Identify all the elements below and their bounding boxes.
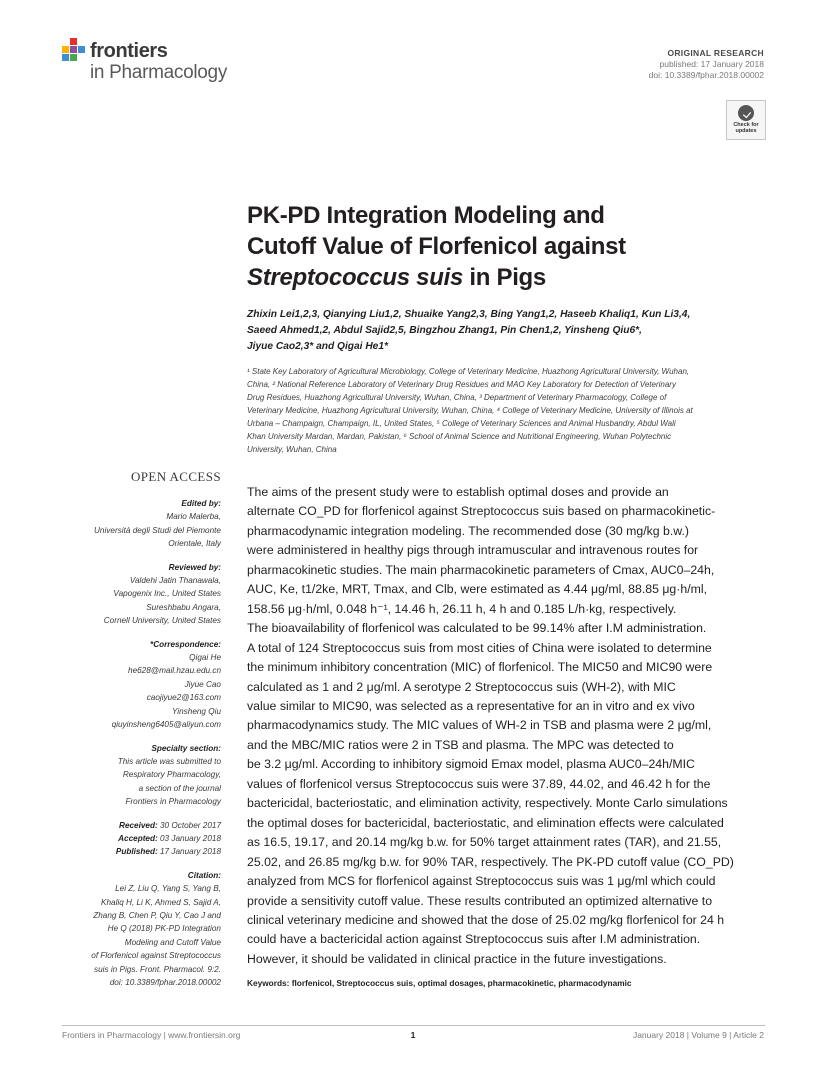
authors-line-1: Zhixin Lei1,2,3, Qianying Liu1,2, Shuaike Yang2,3, Bing Yang1,2, Haseeb Khaliq1, Kun Li3,4, bbox=[247, 309, 691, 320]
author-list bbox=[247, 307, 767, 355]
affiliation-line: Drug Residues, Huazhong Agricultural University, Wuhan, China, ³ Department of Veterinary Pharmacology, College of bbox=[247, 393, 667, 402]
authors-line-3: Jiyue Cao2,3* and Qigai He1* bbox=[247, 341, 388, 352]
abstract-line: provide a sensitivity cutoff value. These results contributed an optimized alternative to bbox=[247, 893, 713, 908]
check-for-updates-badge[interactable] bbox=[726, 100, 766, 140]
correspondence-label: *Correspondence: bbox=[150, 639, 221, 649]
abstract-line: the optimal doses for bactericidal, bacteriostatic, and elimination effects were calculated bbox=[247, 815, 724, 830]
abstract-line: The bioavailability of florfenicol was calculated to be 99.14% after I.M administration. bbox=[247, 621, 707, 636]
abstract-line: The aims of the present study were to establish optimal doses and provide an bbox=[247, 485, 669, 499]
logo-brand-text: frontiers bbox=[90, 40, 168, 62]
article-info-sidebar bbox=[60, 497, 221, 989]
footer-issue-info: January 2018 | Volume 9 | Article 2 bbox=[632, 1030, 764, 1040]
abstract-line: pharmacokinetic studies. The main pharmacokinetic parameters of Cmax, AUC0–24h, bbox=[247, 562, 715, 577]
abstract bbox=[247, 483, 764, 969]
correspondent-email[interactable]: he628@mail.hzau.edu.cn bbox=[128, 666, 221, 676]
abstract-line: pharmacodynamic integration modeling. The recommended dose (30 mg/kg b.w.) bbox=[247, 523, 690, 538]
check-updates-label-2: updates bbox=[735, 128, 757, 134]
correspondent-name: Qigai He bbox=[189, 653, 221, 663]
footer-divider bbox=[62, 1025, 765, 1026]
frontiers-logo-icon bbox=[62, 38, 88, 68]
logo-journal-text: in Pharmacology bbox=[90, 62, 228, 83]
open-access-label: OPEN ACCESS bbox=[130, 469, 221, 484]
received-value: 30 October 2017 bbox=[160, 820, 221, 830]
title-line-2: Cutoff Value of Florfenicol against bbox=[247, 233, 626, 260]
abstract-line: value similar to MIC90, was selected as a representative for an in vitro and ex vivo bbox=[247, 698, 695, 713]
published-label: Published: bbox=[115, 847, 158, 857]
abstract-line: analyzed from MCS for florfenicol against Streptococcus suis was 1 μg/ml which could bbox=[247, 874, 716, 889]
reviewer-line: Valdehi Jatin Thanawala, bbox=[129, 576, 221, 586]
check-updates-label-1: Check for bbox=[733, 122, 759, 128]
affiliation-line: Urbana – Champaign, Champaign, IL, United States, ⁵ College of Veterinary Sciences and Animal Husbandry, Abdul Wali bbox=[247, 419, 676, 428]
published-date-sidebar bbox=[60, 845, 221, 858]
editor-line: Orientale, Italy bbox=[168, 539, 221, 549]
title-line-3-rest: in Pigs bbox=[463, 264, 546, 291]
specialty-line: Frontiers in Pharmacology bbox=[125, 797, 221, 807]
affiliation-line: Veterinary Medicine, Huazhong Agricultural University, Wuhan, China, ⁴ College of Veterinary Medicine, University of Illinois at bbox=[247, 406, 693, 415]
correspondent-name: Jiyue Cao bbox=[184, 679, 221, 689]
abstract-line: were administered in healthy pigs through intramuscular and intravenous routes for bbox=[247, 543, 699, 558]
citation-line: Khaliq H, Li K, Ahmed S, Sajid A, bbox=[101, 897, 221, 907]
citation-line: Lei Z, Liu Q, Yang S, Yang B, bbox=[115, 884, 221, 894]
abstract-line: clinical veterinary medicine and showed that the dose of 25.02 mg/kg florfenicol for 24 h bbox=[247, 912, 725, 927]
footer-journal-link[interactable]: Frontiers in Pharmacology | www.frontiersin.org bbox=[62, 1030, 241, 1040]
affiliation-line: China, ² National Reference Laboratory of Veterinary Drug Residues and MAO Key Laboratory for Detection of Veterinary bbox=[247, 380, 676, 389]
reviewed-by-label: Reviewed by: bbox=[168, 562, 221, 572]
correspondent-name: Yinsheng Qiu bbox=[171, 706, 221, 716]
reviewer-line: Vapogenix Inc., United States bbox=[113, 589, 221, 599]
citation-line: Zhang B, Chen P, Qiu Y, Cao J and bbox=[93, 910, 221, 920]
specialty-line: This article was submitted to bbox=[117, 756, 221, 766]
edited-by-label: Edited by: bbox=[181, 499, 221, 508]
title-species: Streptococcus suis bbox=[247, 264, 464, 291]
abstract-line: bactericidal, bacteriostatic, and elimination activity, respectively. Monte Carlo simulations bbox=[247, 796, 728, 811]
citation-line: Modeling and Cutoff Value bbox=[124, 937, 221, 947]
abstract-line: AUC, Ke, t1/2ke, MRT, Tmax, and Clb, were estimated as 4.44 μg/ml, 88.85 μg·h/ml, bbox=[247, 582, 708, 597]
abstract-line: 25.02, and 26.85 mg/kg b.w. for 90% TAR, respectively. The PK-PD cutoff value (CO_PD) bbox=[247, 854, 734, 869]
citation-line: of Florfenicol against Streptococcus bbox=[91, 951, 221, 961]
editor-line: Mario Malerba, bbox=[166, 512, 221, 522]
citation-line: He Q (2018) PK-PD Integration bbox=[107, 924, 221, 934]
editor-line: Università degli Studi del Piemonte bbox=[94, 525, 221, 535]
article-doi[interactable]: doi: 10.3389/fphar.2018.00002 bbox=[648, 70, 764, 80]
specialty-line: Respiratory Pharmacology, bbox=[122, 770, 221, 780]
abstract-line: be 3.2 μg/ml. According to inhibitory sigmoid Emax model, plasma AUC0–24h/MIC bbox=[247, 757, 695, 772]
specialty-section-label: Specialty section: bbox=[151, 743, 221, 753]
abstract-line: pharmacodynamics study. The MIC values of WH-2 in TSB and plasma were 2 μg/ml, bbox=[247, 718, 712, 733]
accepted-label: Accepted: bbox=[118, 833, 158, 843]
article-title bbox=[247, 200, 767, 293]
journal-logo[interactable] bbox=[62, 36, 262, 88]
received-label: Received: bbox=[119, 820, 158, 830]
abstract-line: However, it should be validated in clinical practice in the future investigations. bbox=[247, 951, 667, 966]
correspondent-email[interactable]: caojiyue2@163.com bbox=[146, 693, 221, 703]
abstract-line: could have a bactericidal action against Streptococcus suis after I.M administration. bbox=[247, 932, 701, 947]
citation-label: Citation: bbox=[187, 870, 221, 880]
accepted-date bbox=[60, 832, 221, 845]
accepted-value: 03 January 2018 bbox=[160, 833, 221, 843]
affiliations bbox=[247, 365, 767, 456]
abstract-line: alternate CO_PD for florfenicol against Streptococcus suis based on pharmacokinetic- bbox=[247, 504, 716, 519]
specialty-line: a section of the journal bbox=[138, 783, 221, 793]
abstract-line: 158.56 μg·h/ml, 0.048 h⁻¹, 14.46 h, 26.11 h, 4 h and 0.185 L/h·kg, respectively. bbox=[247, 601, 677, 616]
reviewer-line: Cornell University, United States bbox=[103, 616, 221, 626]
title-line-3 bbox=[247, 262, 767, 293]
abstract-line: as 16.5, 19.17, and 20.14 mg/kg b.w. for 50% target attainment rates (TAR), and 21.55, bbox=[247, 835, 722, 850]
article-type: ORIGINAL RESEARCH bbox=[667, 48, 764, 58]
received-date bbox=[60, 819, 221, 832]
affiliation-line: University, Wuhan, China bbox=[247, 445, 337, 454]
abstract-line: calculated as 1 and 2 μg/ml. A serotype 2 Streptococcus suis (WH-2), with MIC bbox=[247, 679, 676, 694]
affiliation-line: ¹ State Key Laboratory of Agricultural Microbiology, College of Veterinary Medicine, Huazhong Agricultural University, Wuhan, bbox=[247, 367, 690, 376]
check-updates-icon bbox=[738, 105, 754, 121]
authors-line-2: Saeed Ahmed1,2, Abdul Sajid2,5, Bingzhou Zhang1, Pin Chen1,2, Yinsheng Qiu6*, bbox=[247, 325, 642, 336]
keywords: Keywords: florfenicol, Streptococcus suis, optimal dosages, pharmacokinetic, pharmacodynamic bbox=[247, 978, 632, 988]
published-date: published: 17 January 2018 bbox=[659, 59, 764, 69]
abstract-line: the minimum inhibitory concentration (MIC) of florfenicol. The MIC50 and MIC90 were bbox=[247, 660, 713, 675]
abstract-line: and the MBC/MIC ratios were 2 in TSB and plasma. The MPC was detected to bbox=[247, 737, 674, 752]
article-meta-header bbox=[524, 48, 764, 80]
abstract-line: A total of 124 Streptococcus suis from most cities of China were isolated to determine bbox=[247, 640, 712, 655]
title-line-1: PK-PD Integration Modeling and bbox=[247, 202, 605, 229]
citation-line: suis in Pigs. Front. Pharmacol. 9:2. bbox=[94, 964, 221, 974]
reviewer-line: Sureshbabu Angara, bbox=[146, 602, 221, 612]
citation-line[interactable]: doi: 10.3389/fphar.2018.00002 bbox=[109, 978, 221, 987]
correspondent-email[interactable]: qiuyinsheng6405@aliyun.com bbox=[111, 720, 221, 730]
published-value: 17 January 2018 bbox=[160, 847, 221, 857]
abstract-line: values of florfenicol versus Streptococcus suis were 37.89, 44.02, and 46.42 h for the bbox=[247, 776, 711, 791]
page-number: 1 bbox=[410, 1030, 416, 1040]
affiliation-line: Khan University Mardan, Mardan, Pakistan, ⁶ School of Animal Science and Nutritional Engineering, Wuhan Polytechnic bbox=[247, 432, 672, 441]
